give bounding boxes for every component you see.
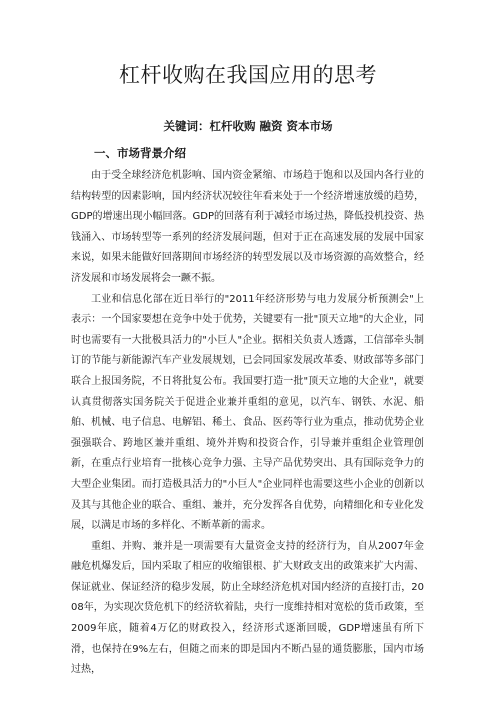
document-title: 杠杆收购在我国应用的思考 bbox=[119, 63, 377, 87]
paragraph-3: 重组、并购、兼并是一项需要有大量资金支持的经济行为，自从2007年金融危机爆发后，国内采取了相应的收缩银根、扩大财政支出的政策来扩大内需、保证就业、保证经济的稳步发展，防止全球经济危机对国内经济的直接打击，2008年，为实现次贷危机下的经济软着陆，央行一度维持相对宽松的货币政策，至2009年底，随着4万亿的财政投入，经济形式逐渐回暖，GDP增速虽有所下滑，也保持在9%左右，但随之而来的即是国内不断凸显的通货膨胀，国内市场过热， bbox=[71, 540, 424, 676]
paragraph-1: 由于受全球经济危机影响、国内资金紧缩、市场趋于饱和以及国内各行业的结构转型的因素影响，国内经济状况较往年看来处于一个经济增速放缓的趋势，GDP的增速出现小幅回落。GDP的回落有利于减轻市场过热，降低投机投资、热钱涌入、市场转型等一系列的经济发展问题，但对于正在高速发展的发展中国家来说，如果未能做好回落期间市场经济的转型发展以及市场资源的高效整合，经济发展和市场发展将会一蹶不振。 bbox=[71, 170, 424, 284]
keywords-line: 关键词：杠杆收购 融资 资本市场 bbox=[163, 119, 333, 133]
paragraph-2: 工业和信息化部在近日举行的"2011年经济形势与电力发展分析预测会"上表示：一个国家要想在竞争中处于优势，关键要有一批"顶天立地"的大企业，同时也需要有一大批极具活力的"小巨人"企业。据相关负责人透露，工信部牵头制订的节能与新能源汽车产业发展规划，已会同国家发展改革委、财政部等多部门联合上报国务院，不日将批复公布。我国要打造一批"顶天立地的大企业"，就要认真贯彻落实国务院关于促进企业兼并重组的意见，以汽车、钢铁、水泥、船舶、机械、电子信息、电解铝、稀土、食品、医药等行业为重点，推动优势企业强强联合、跨地区兼并重组、境外并购和投资合作，引导兼并重组企业管理创新，在重点行业培育一批核心竞争力强、主导产品优势突出、具有国际竞争力的大型企业集团。而打造极具活力的"小巨人"企业同样也需要这些小企业的创新以及其与其他企业的联合、重组、兼并，充分发挥各自优势，向精细化和专业化发展，以满足市场的多样化、不断革新的需求。 bbox=[71, 293, 424, 532]
section-heading: 一、市场背景介绍 bbox=[94, 146, 186, 160]
body-text bbox=[71, 166, 424, 681]
